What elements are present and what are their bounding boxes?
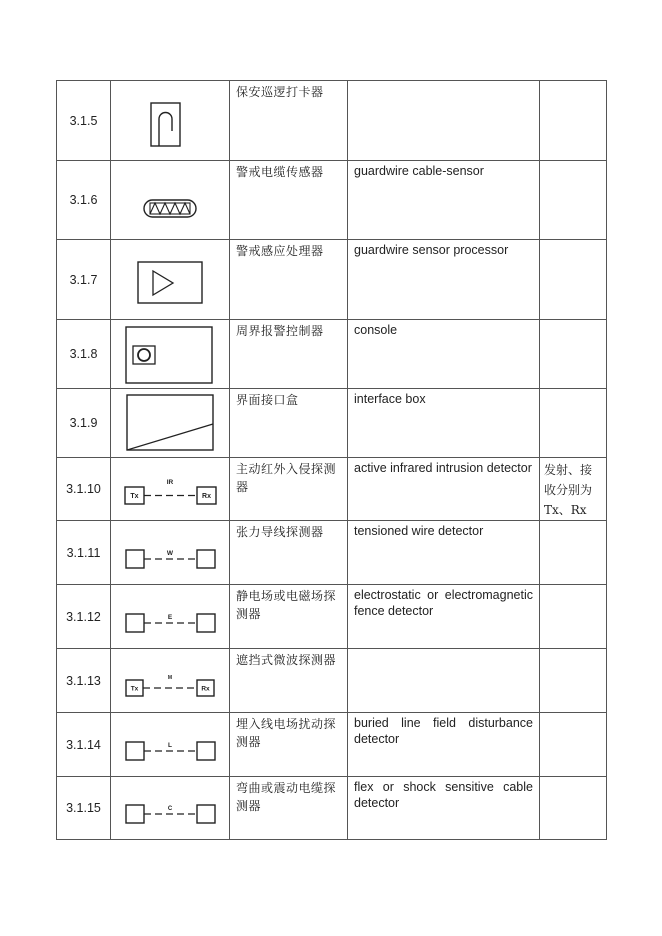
symbol-cell [111, 240, 230, 320]
row-note [540, 521, 607, 585]
receiver-label: Rx [201, 685, 210, 692]
table-row [57, 521, 607, 585]
row-english-name: buried line field disturbance detector [348, 713, 540, 777]
row-chinese-name: 警戒电缆传感器 [230, 161, 348, 240]
row-chinese-name: 埋入线电场扰动探测器 [230, 713, 348, 777]
symbol-label: M [167, 674, 173, 681]
symbol-label: W [166, 549, 174, 557]
row-chinese-name: 主动红外入侵探测器 [230, 458, 348, 521]
symbol-cell [111, 649, 230, 713]
electrostatic-fence-detector-icon [111, 594, 229, 640]
row-code: 3.1.7 [57, 240, 111, 320]
row-note [540, 81, 607, 161]
symbol-label: C [167, 806, 173, 812]
table-row [57, 240, 607, 320]
symbol-cell [111, 521, 230, 585]
row-code: 3.1.15 [57, 777, 111, 840]
flex-cable-detector-icon [111, 785, 229, 831]
tensioned-wire-detector-icon [111, 530, 229, 576]
symbol-label: IR [166, 479, 174, 486]
row-english-name: active infrared intrusion detector [348, 458, 540, 521]
table-row [57, 777, 607, 840]
table-row [57, 713, 607, 777]
table-row [57, 649, 607, 713]
row-chinese-name: 保安巡逻打卡器 [230, 81, 348, 161]
row-code: 3.1.8 [57, 320, 111, 389]
row-chinese-name: 周界报警控制器 [230, 320, 348, 389]
row-note [540, 161, 607, 240]
row-english-name: guardwire cable-sensor [348, 161, 540, 240]
symbol-cell [111, 81, 230, 161]
buried-line-detector-icon [111, 722, 229, 768]
sensor-processor-icon [111, 245, 229, 315]
row-english-name: tensioned wire detector [348, 521, 540, 585]
symbol-label: E [167, 613, 173, 621]
row-code: 3.1.12 [57, 585, 111, 649]
table-row [57, 161, 607, 240]
row-english-name: console [348, 320, 540, 389]
row-code: 3.1.11 [57, 521, 111, 585]
row-english-name: electrostatic or electromagnetic fence detector [348, 585, 540, 649]
interface-box-icon [111, 390, 229, 456]
row-note [540, 777, 607, 840]
table-row [57, 389, 607, 458]
row-note [540, 389, 607, 458]
table-row [57, 320, 607, 389]
symbol-table [56, 80, 607, 840]
row-code: 3.1.10 [57, 458, 111, 521]
row-note [540, 320, 607, 389]
transmitter-label: Tx [130, 685, 139, 692]
microwave-detector-icon [111, 659, 229, 703]
row-chinese-name: 界面接口盒 [230, 389, 348, 458]
table-row [57, 585, 607, 649]
row-english-name: interface box [348, 389, 540, 458]
symbol-label: L [168, 741, 172, 749]
row-code: 3.1.5 [57, 81, 111, 161]
row-chinese-name: 静电场或电磁场探测器 [230, 585, 348, 649]
row-english-name [348, 649, 540, 713]
guardwire-cable-sensor-icon [111, 175, 229, 225]
row-english-name: guardwire sensor processor [348, 240, 540, 320]
row-code: 3.1.9 [57, 389, 111, 458]
console-icon [111, 321, 229, 387]
symbol-cell [111, 161, 230, 240]
row-chinese-name: 张力导线探测器 [230, 521, 348, 585]
row-chinese-name: 遮挡式微波探测器 [230, 649, 348, 713]
row-note [540, 649, 607, 713]
receiver-label: Rx [202, 493, 211, 500]
symbol-cell [111, 458, 230, 521]
row-code: 3.1.14 [57, 713, 111, 777]
symbol-cell [111, 320, 230, 389]
symbol-cell [111, 777, 230, 840]
symbol-cell [111, 585, 230, 649]
transmitter-label: Tx [130, 493, 139, 500]
table-row [57, 458, 607, 521]
patrol-card-reader-icon [111, 86, 229, 156]
row-note [540, 240, 607, 320]
row-chinese-name: 警戒感应处理器 [230, 240, 348, 320]
row-code: 3.1.13 [57, 649, 111, 713]
row-note: 发射、接收分别为 Tx、Rx [540, 458, 607, 521]
active-infrared-detector-icon [111, 467, 229, 511]
row-note [540, 713, 607, 777]
symbol-cell [111, 389, 230, 458]
row-chinese-name: 弯曲或震动电缆探测器 [230, 777, 348, 840]
table-row [57, 81, 607, 161]
row-code: 3.1.6 [57, 161, 111, 240]
symbol-cell [111, 713, 230, 777]
row-english-name: flex or shock sensitive cable detector [348, 777, 540, 840]
row-english-name [348, 81, 540, 161]
row-note [540, 585, 607, 649]
